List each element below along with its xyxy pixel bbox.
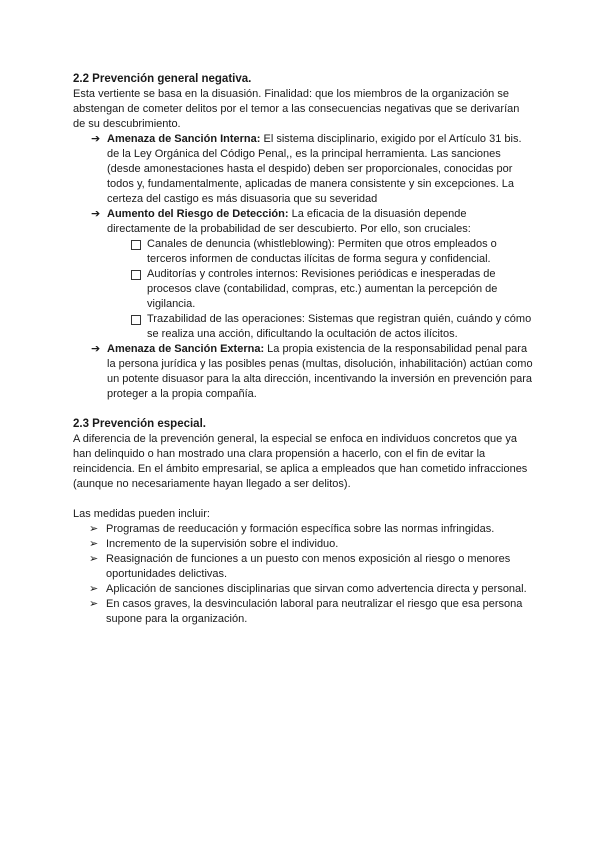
item-text: El sistema disciplinario, exigido por el Artículo 31 bis. de la Ley Orgánica del Código Penal,, es la principal herramienta. Las sanciones (desde amonestaciones hasta el despido) deben ser proporcionales, conocidas por todos y, fundamentalmente, aplicadas de manera consistente y sin excepciones. La certeza del castigo es más disuasoria que su severidad: [107, 133, 522, 205]
item-title: Aumento del Riesgo de Detección:: [107, 208, 289, 220]
list-item: [89, 552, 533, 582]
chevron-bullet-icon: ➢: [89, 553, 99, 565]
section-2-2-intro: Esta vertiente se basa en la disuasión. Finalidad: que los miembros de la organización se abstengan de cometer delitos por el temor a las consecuencias negativas que se derivarían de su descubrimiento.: [73, 88, 520, 130]
list-item: [91, 207, 533, 237]
measure-text: Programas de reeducación y formación específica sobre las normas infringidas.: [106, 523, 495, 535]
checkbox-list-item: [131, 267, 533, 312]
chevron-bullet-icon: ➢: [89, 538, 99, 550]
subitem-text: Auditorías y controles internos: Revisiones periódicas e inesperadas de procesos clave (contabilidad, compras, etc.) aumentan la percepción de vigilancia.: [147, 268, 498, 310]
measures-intro: Las medidas pueden incluir:: [73, 508, 210, 520]
list-item: [89, 597, 533, 627]
measure-text: En casos graves, la desvinculación laboral para neutralizar el riesgo que esa persona supone para la organización.: [106, 598, 523, 625]
spacer: [73, 492, 533, 507]
list-item: [89, 582, 533, 597]
section-2-3-intro: A diferencia de la prevención general, la especial se enfoca en individuos concretos que ya han delinquido o han mostrado una clara propensión a hacerlo, con el fin de evitar la reincidencia. En el ámbito empresarial, se aplica a empleados que han cometido infracciones (aunque no necesariamente hayan llegado a ser delitos).: [73, 433, 528, 490]
chevron-bullet-icon: ➢: [89, 523, 99, 535]
deterrence-list: [73, 132, 533, 237]
document-page: [73, 72, 533, 627]
checkbox-icon: [131, 315, 141, 325]
item-text: La propia existencia de la responsabilidad penal para la persona jurídica y las posibles penas (multas, disolución, inhabilitación) actúan como un potente disuasor para la alta dirección, incentivando la inversión en prevención para proteger a la propia compañía.: [107, 343, 533, 400]
list-item: [91, 132, 533, 207]
measure-text: Reasignación de funciones a un puesto con menos exposición al riesgo o menores oportunidades delictivas.: [106, 553, 511, 580]
measure-text: Aplicación de sanciones disciplinarias que sirvan como advertencia directa y personal.: [106, 583, 527, 595]
item-text: La eficacia de la disuasión depende directamente de la probabilidad de ser descubierto. Por ello, son cruciales:: [107, 208, 471, 235]
measure-text: Incremento de la supervisión sobre el individuo.: [106, 538, 339, 550]
deterrence-list-continued: [73, 342, 533, 402]
chevron-bullet-icon: ➢: [89, 583, 99, 595]
section-2-3-heading: 2.3 Prevención especial.: [73, 418, 206, 430]
item-title: Amenaza de Sanción Externa:: [107, 343, 265, 355]
list-item: [89, 522, 533, 537]
chevron-bullet-icon: ➢: [89, 598, 99, 610]
list-item: [91, 342, 533, 402]
arrow-bullet-icon: ➔: [91, 133, 101, 145]
section-2-2-heading: 2.2 Prevención general negativa.: [73, 73, 252, 85]
checkbox-list-item: [131, 237, 533, 267]
checkbox-icon: [131, 240, 141, 250]
checkbox-icon: [131, 270, 141, 280]
arrow-bullet-icon: ➔: [91, 208, 101, 220]
detection-sublist: [73, 237, 533, 342]
spacer: [73, 402, 533, 417]
checkbox-list-item: [131, 312, 533, 342]
list-item: [89, 537, 533, 552]
arrow-bullet-icon: ➔: [91, 343, 101, 355]
item-title: Amenaza de Sanción Interna:: [107, 133, 261, 145]
measures-list: [73, 522, 533, 627]
subitem-text: Trazabilidad de las operaciones: Sistemas que registran quién, cuándo y cómo se realiza una acción, dificultando la ocultación de actos ilícitos.: [147, 313, 532, 340]
subitem-text: Canales de denuncia (whistleblowing): Permiten que otros empleados o terceros informen de conductas ilícitas de forma segura y confidencial.: [147, 238, 497, 265]
